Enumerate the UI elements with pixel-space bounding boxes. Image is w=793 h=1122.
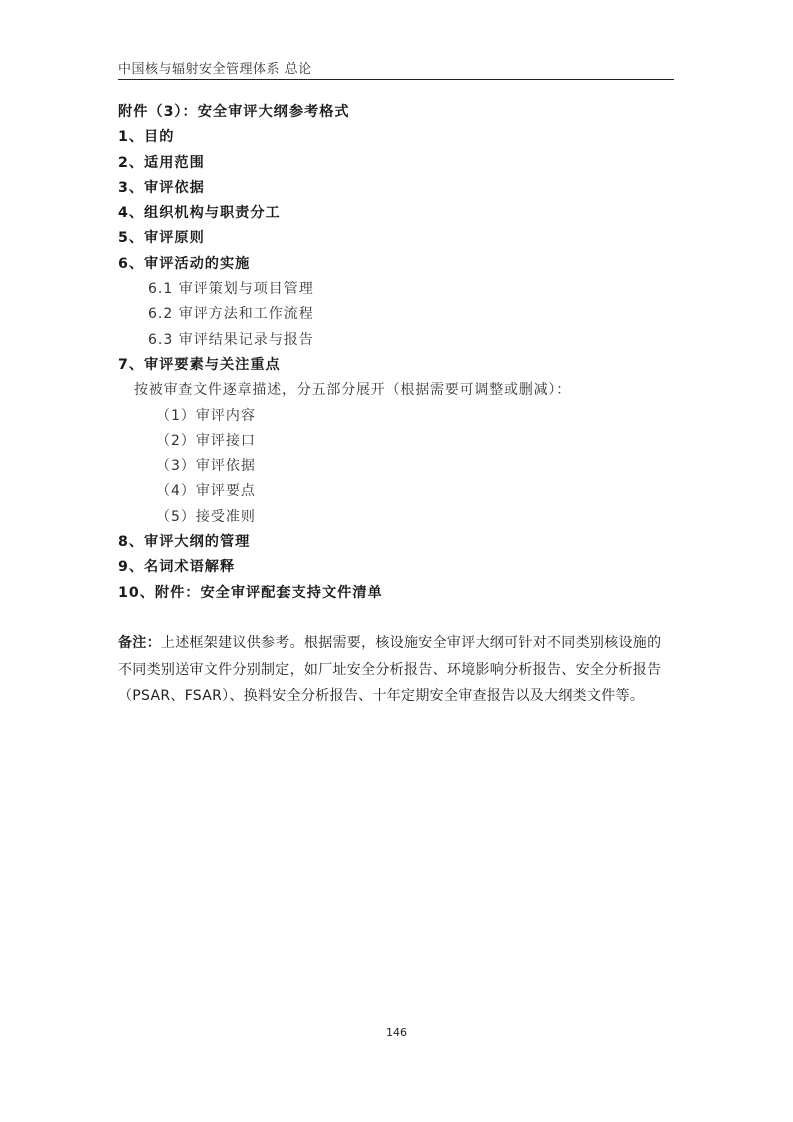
note-label: 备注： — [118, 635, 161, 651]
section-7-item: （1）审评内容 — [156, 407, 256, 424]
section-7-item: （5）接受准则 — [156, 508, 256, 525]
section-7-item: （4）审评要点 — [156, 483, 256, 500]
section-9-heading: 9、名词术语解释 — [118, 559, 236, 576]
section-4-heading: 4、组织机构与职责分工 — [118, 205, 281, 222]
section-7-heading: 7、审评要素与关注重点 — [118, 356, 281, 373]
page-number: 146 — [386, 1026, 407, 1039]
section-7-item: （3）审评依据 — [156, 458, 256, 475]
section-10-heading: 10、附件：安全审评配套支持文件清单 — [118, 584, 383, 601]
section-8-heading: 8、审评大纲的管理 — [118, 534, 251, 551]
header-rule — [118, 79, 674, 80]
subsection-6-2: 6.2 审评方法和工作流程 — [148, 306, 314, 323]
note-text: 上述框架建议供参考。根据需要，核设施安全审评大纲可针对不同类别核设施的不同类别送审文件分别制定，如厂址安全分析报告、环境影响分析报告、安全分析报告（PSAR、FSAR）、换料安全分析报告、十年定期安全审查报告以及大纲类文件等。 — [118, 635, 662, 704]
note-paragraph — [118, 630, 674, 710]
section-1-heading: 1、目的 — [118, 129, 175, 146]
outline-content — [118, 100, 678, 606]
section-5-heading: 5、审评原则 — [118, 230, 205, 247]
attachment-title: 附件（3）：安全审评大纲参考格式 — [118, 104, 350, 120]
section-3-heading: 3、审评依据 — [118, 179, 205, 196]
section-7-intro: 按被审查文件逐章描述，分五部分展开（根据需要可调整或删减）： — [134, 382, 571, 399]
subsection-6-3: 6.3 审评结果记录与报告 — [148, 331, 314, 348]
section-6-heading: 6、审评活动的实施 — [118, 255, 251, 272]
section-7-item: （2）审评接口 — [156, 432, 256, 449]
running-header: 中国核与辐射安全管理体系 总论 — [118, 62, 312, 77]
subsection-6-1: 6.1 审评策划与项目管理 — [148, 281, 314, 298]
section-2-heading: 2、适用范围 — [118, 154, 205, 171]
